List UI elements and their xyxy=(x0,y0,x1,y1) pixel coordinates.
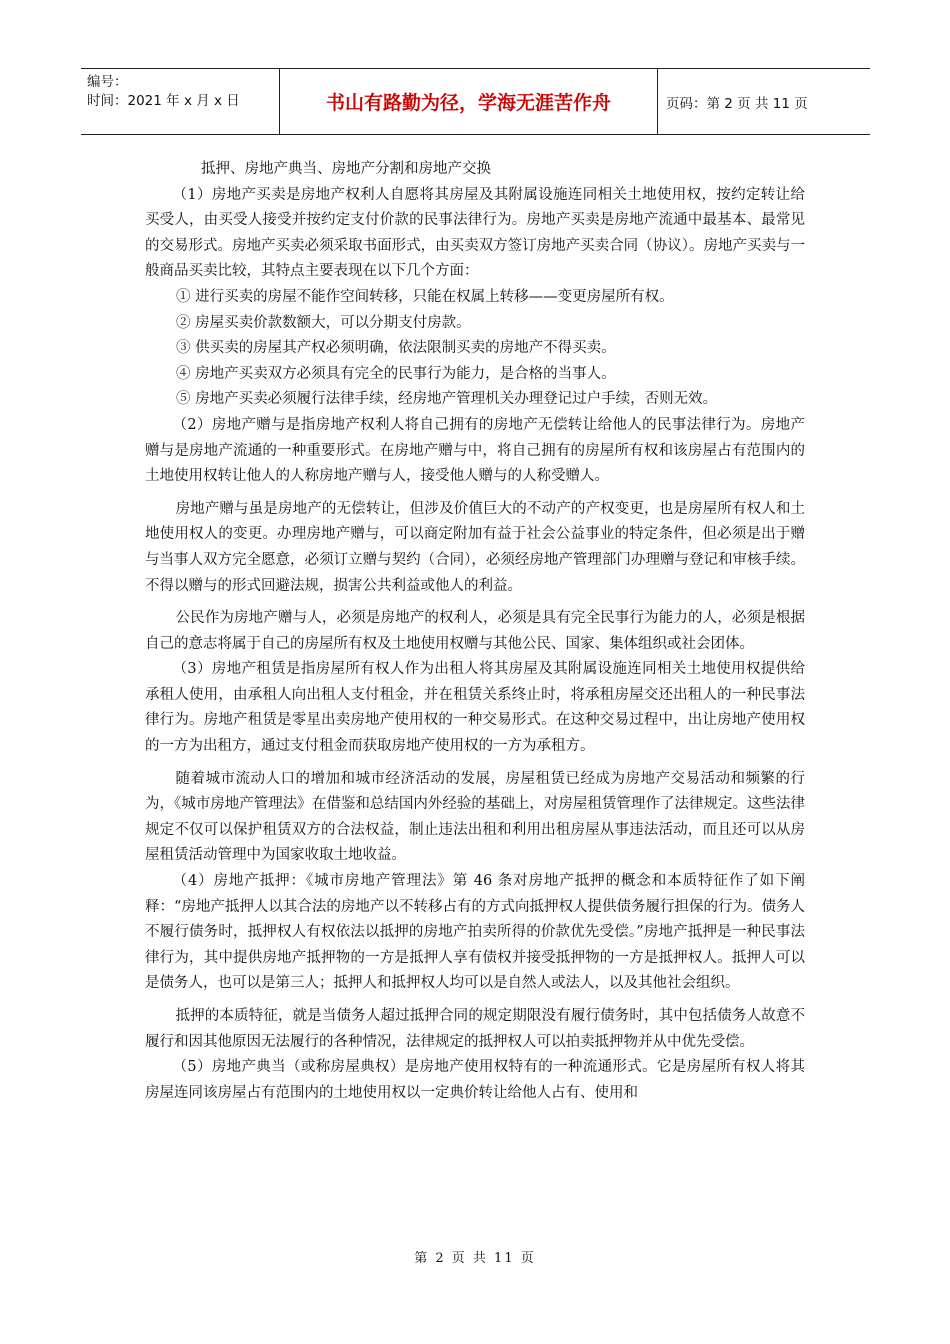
paragraph-lease-development: 随着城市流动人口的增加和城市经济活动的发展，房屋租赁已经成为房地产交易活动和频繁的行为，《城市房地产管理法》在借鉴和总结国内外经验的基础上，对房屋租赁管理作了法律规定。这些法律规定不仅可以保护租赁双方的合法权益，制止违法出租和利用出租房屋从事违法活动，而且还可以从房屋租赁活动管理中为国家收取土地收益。 xyxy=(145,770,805,864)
document-body xyxy=(145,157,805,1106)
paragraph-gift-donor: 公民作为房地产赠与人，必须是房地产的权利人，必须是具有完全民事行为能力的人，必须是根据自己的意志将属于自己的房屋所有权及土地使用权赠与其他公民、国家、集体组织或社会团体。 xyxy=(145,610,805,652)
document-date: 时间：2021 年 x 月 x 日 xyxy=(87,93,240,109)
list-item: ① 进行买卖的房屋不能作空间转移，只能在权属上转移——变更房屋所有权。 xyxy=(176,288,674,305)
header-left-cell xyxy=(81,69,280,134)
paragraph-gift-transfer: 房地产赠与虽是房地产的无偿转让，但涉及价值巨大的不动产的产权变更，也是房屋所有权人和土地使用权人的变更。办理房地产赠与，可以商定附加有益于社会公益事业的特定条件，但必须是出于赠与当事人双方完全愿意，必须订立赠与契约（合同），必须经房地产管理部门办理赠与登记和审核手续。不得以赠与的形式回避法规，损害公共利益或他人的利益。 xyxy=(145,500,805,594)
paragraph-gift: （2）房地产赠与是指房地产权利人将自己拥有的房地产无偿转让给他人的民事法律行为。房地产赠与是房地产流通的一种重要形式。在房地产赠与中，将自己拥有的房屋所有权和该房屋占有范围内的土地使用权转让他人的人称房地产赠与人，接受他人赠与的人称受赠人。 xyxy=(145,416,805,485)
header-motto: 书山有路勤为径，学海无涯苦作舟 xyxy=(280,69,658,134)
paragraph-sale: （1）房地产买卖是房地产权利人自愿将其房屋及其附属设施连同相关土地使用权，按约定转让给买受人，由买受人接受并按约定支付价款的民事法律行为。房地产买卖是房地产流通中最基本、最常见的交易形式。房地产买卖必须采取书面形式，由买卖双方签订房地产买卖合同（协议）。房地产买卖与一般商品买卖比较，其特点主要表现在以下几个方面： xyxy=(145,186,805,280)
list-item: ② 房屋买卖价款数额大，可以分期支付房款。 xyxy=(176,314,471,331)
paragraph-pawn: （5）房地产典当（或称房屋典权）是房地产使用权特有的一种流通形式。它是房屋所有权人将其房屋连同该房屋占有范围内的土地使用权以一定典价转让给他人占有、使用和 xyxy=(145,1059,805,1101)
list-item: ④ 房地产买卖双方必须具有完全的民事行为能力，是合格的当事人。 xyxy=(176,365,616,382)
paragraph-mortgage: （4）房地产抵押：《城市房地产管理法》第 46 条对房地产抵押的概念和本质特征作了如下阐释：“房地产抵押人以其合法的房地产以不转移占有的方式向抵押权人提供债务履行担保的行为。债务人不履行债务时，抵押权人有权依法以抵押的房地产拍卖所得的价款优先受偿。”房地产抵押是一种民事法律行为，其中提供房地产抵押物的一方是抵押人享有债权并接受抵押物的一方是抵押权人。抵押人可以是债务人，也可以是第三人；抵押人和抵押权人均可以是自然人或法人，以及其他社会组织。 xyxy=(145,873,805,992)
paragraph-lease: （3）房地产租赁是指房屋所有权人作为出租人将其房屋及其附属设施连同相关土地使用权提供给承租人使用，由承租人向出租人支付租金，并在租赁关系终止时，将承租房屋交还出租人的一种民事法律行为。房地产租赁是零星出卖房地产使用权的一种交易形式。在这种交易过程中，出让房地产使用权的一方为出租方，通过支付租金而获取房地产使用权的一方为承租方。 xyxy=(145,661,805,755)
page-footer: 第 2 页 共 11 页 xyxy=(414,1251,536,1266)
paragraph-mortgage-essence: 抵押的本质特征，就是当债务人超过抵押合同的规定期限没有履行债务时，其中包括债务人故意不履行和因其他原因无法履行的各种情况，法律规定的抵押权人可以拍卖抵押物并从中优先受偿。 xyxy=(145,1008,805,1050)
header-page-info: 页码：第 2 页 共 11 页 xyxy=(666,95,808,112)
list-item: ③ 供买卖的房屋其产权必须明确，依法限制买卖的房地产不得买卖。 xyxy=(176,340,616,357)
document-number-label: 编号： xyxy=(87,74,128,90)
list-item: ⑤ 房地产买卖必须履行法律手续，经房地产管理机关办理登记过户手续，否则无效。 xyxy=(176,391,718,408)
document-header xyxy=(81,68,870,135)
section-title: 抵押、房地产典当、房地产分割和房地产交换 xyxy=(201,161,491,177)
